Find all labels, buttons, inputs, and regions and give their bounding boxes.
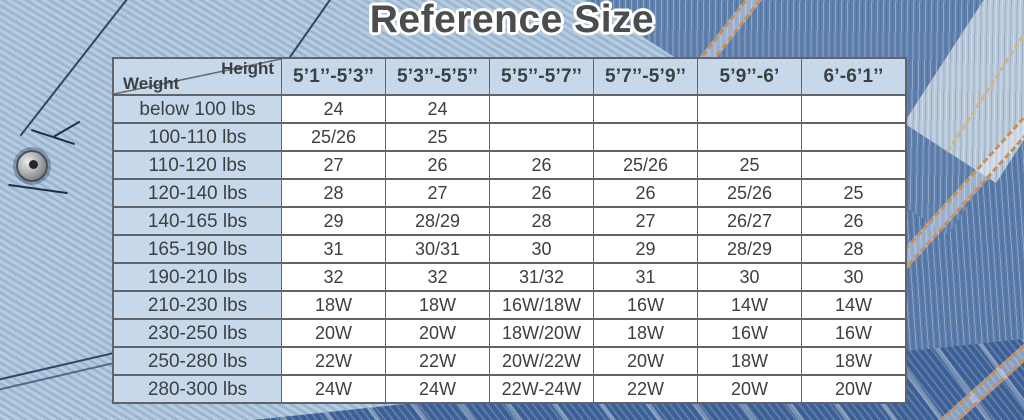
size-value-cell: [698, 96, 801, 122]
size-value-cell: 28: [282, 180, 385, 206]
size-table: [112, 57, 907, 404]
size-value-cell: 31/32: [490, 264, 593, 290]
height-header-label: Height: [221, 59, 274, 78]
weight-row-header: below 100 lbs: [114, 96, 281, 122]
weight-header-label: Weight: [123, 74, 180, 93]
column-header: 5’3’’-5’5’’: [386, 59, 489, 94]
size-value-cell: [594, 124, 697, 150]
corner-header-cell: [114, 59, 281, 94]
size-value-cell: [490, 124, 593, 150]
size-value-cell: 16W/18W: [490, 292, 593, 318]
weight-row-header: 190-210 lbs: [114, 264, 281, 290]
size-value-cell: 16W: [594, 292, 697, 318]
size-value-cell: 20W: [802, 376, 905, 402]
column-header: 6’-6’1’’: [802, 59, 905, 94]
size-value-cell: 28/29: [386, 208, 489, 234]
size-value-cell: 28: [802, 236, 905, 262]
size-value-cell: 22W: [594, 376, 697, 402]
size-value-cell: 18W: [594, 320, 697, 346]
weight-row-header: 280-300 lbs: [114, 376, 281, 402]
size-value-cell: 20W: [698, 376, 801, 402]
jeans-button-rivet: [16, 150, 48, 182]
size-value-cell: 18W: [802, 348, 905, 374]
size-value-cell: 24: [282, 96, 385, 122]
size-value-cell: 18W: [282, 292, 385, 318]
size-value-cell: 20W/22W: [490, 348, 593, 374]
size-value-cell: 14W: [802, 292, 905, 318]
size-value-cell: 24: [386, 96, 489, 122]
size-value-cell: 30: [802, 264, 905, 290]
size-value-cell: 27: [594, 208, 697, 234]
size-value-cell: 26: [386, 152, 489, 178]
weight-row-header: 230-250 lbs: [114, 320, 281, 346]
weight-row-header: 140-165 lbs: [114, 208, 281, 234]
size-value-cell: 25: [386, 124, 489, 150]
size-value-cell: [802, 124, 905, 150]
size-value-cell: 22W: [386, 348, 489, 374]
size-value-cell: 32: [386, 264, 489, 290]
size-value-cell: 16W: [698, 320, 801, 346]
size-value-cell: 28: [490, 208, 593, 234]
column-header: 5’9’’-6’: [698, 59, 801, 94]
size-value-cell: 29: [282, 208, 385, 234]
size-value-cell: 24W: [282, 376, 385, 402]
size-value-cell: 18W: [386, 292, 489, 318]
column-header: 5’1’’-5’3’’: [282, 59, 385, 94]
size-value-cell: 22W-24W: [490, 376, 593, 402]
size-value-cell: 32: [282, 264, 385, 290]
size-value-cell: 26: [490, 152, 593, 178]
size-value-cell: 28/29: [698, 236, 801, 262]
size-value-cell: [594, 96, 697, 122]
size-value-cell: 27: [386, 180, 489, 206]
size-value-cell: 26/27: [698, 208, 801, 234]
size-value-cell: 25: [698, 152, 801, 178]
column-header: 5’7’’-5’9’’: [594, 59, 697, 94]
size-value-cell: 14W: [698, 292, 801, 318]
size-value-cell: 30: [490, 236, 593, 262]
weight-row-header: 100-110 lbs: [114, 124, 281, 150]
weight-row-header: 250-280 lbs: [114, 348, 281, 374]
weight-row-header: 110-120 lbs: [114, 152, 281, 178]
size-value-cell: 26: [490, 180, 593, 206]
column-header: 5’5’’-5’7’’: [490, 59, 593, 94]
size-value-cell: 26: [594, 180, 697, 206]
size-value-cell: 25/26: [698, 180, 801, 206]
size-value-cell: 22W: [282, 348, 385, 374]
weight-row-header: 165-190 lbs: [114, 236, 281, 262]
size-value-cell: 20W: [594, 348, 697, 374]
size-value-cell: 31: [282, 236, 385, 262]
size-value-cell: 20W: [386, 320, 489, 346]
size-value-cell: 26: [802, 208, 905, 234]
size-value-cell: [802, 96, 905, 122]
size-value-cell: 27: [282, 152, 385, 178]
size-value-cell: 18W/20W: [490, 320, 593, 346]
size-value-cell: 16W: [802, 320, 905, 346]
size-value-cell: 20W: [282, 320, 385, 346]
size-value-cell: 31: [594, 264, 697, 290]
size-value-cell: 25: [802, 180, 905, 206]
weight-row-header: 120-140 lbs: [114, 180, 281, 206]
size-value-cell: 30/31: [386, 236, 489, 262]
size-value-cell: 29: [594, 236, 697, 262]
weight-row-header: 210-230 lbs: [114, 292, 281, 318]
size-value-cell: [802, 152, 905, 178]
size-value-cell: 25/26: [282, 124, 385, 150]
size-value-cell: [490, 96, 593, 122]
size-value-cell: [698, 124, 801, 150]
page-title: Reference Size: [369, 0, 655, 41]
size-value-cell: 18W: [698, 348, 801, 374]
size-value-cell: 24W: [386, 376, 489, 402]
size-value-cell: 30: [698, 264, 801, 290]
size-value-cell: 25/26: [594, 152, 697, 178]
